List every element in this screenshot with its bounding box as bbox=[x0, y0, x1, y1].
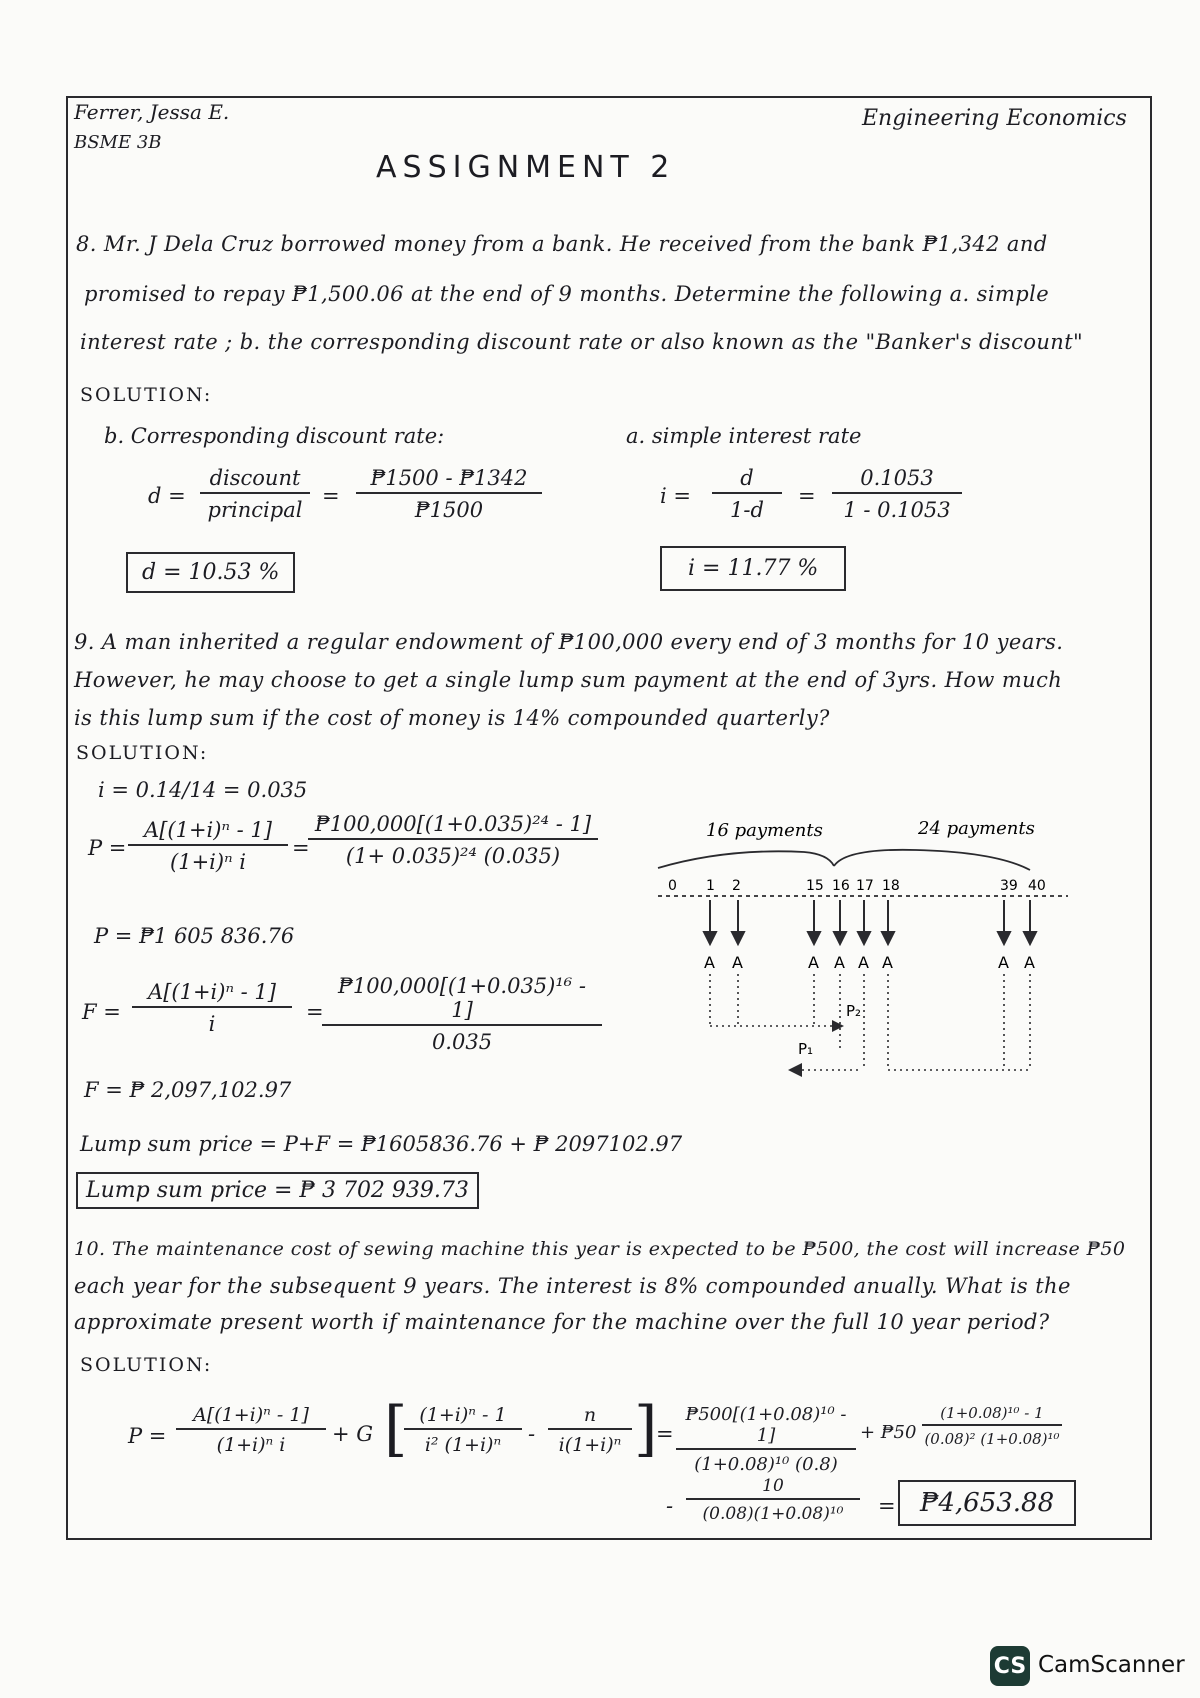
frac-num: A[(1+i)ⁿ - 1] bbox=[132, 980, 292, 1008]
tick-39: 39 bbox=[1000, 878, 1018, 894]
plus-50: + ₱50 bbox=[860, 1422, 917, 1443]
problem8-line1: 8. Mr. J Dela Cruz borrowed money from a bank. He received from the bank ₱1,342 and bbox=[76, 232, 1048, 256]
equals-sign: = bbox=[798, 484, 816, 508]
p-formula-fraction bbox=[128, 818, 288, 874]
frac-den: 0.035 bbox=[431, 1030, 493, 1054]
p1-arrow bbox=[788, 1063, 802, 1077]
frac-num: 10 bbox=[686, 1476, 860, 1500]
problem9-solution-label: SOLUTION: bbox=[76, 742, 209, 764]
substituted-uniform-fraction bbox=[676, 1404, 856, 1475]
frac-den: (1+0.08)¹⁰ (0.8) bbox=[694, 1454, 838, 1475]
plus-g: + G bbox=[332, 1422, 374, 1446]
dotted-guides bbox=[710, 974, 1030, 1070]
problem10-line1: 10. The maintenance cost of sewing machine this year is expected to be ₱500, the cost will increase ₱50 bbox=[74, 1238, 1126, 1260]
camscanner-logo: CS bbox=[990, 1646, 1030, 1686]
f-calc-fraction bbox=[322, 974, 602, 1054]
tick-40: 40 bbox=[1028, 878, 1046, 894]
frac-num: (1+0.08)¹⁰ - 1 bbox=[922, 1404, 1062, 1426]
future-worth-result: F = ₱ 2,097,102.97 bbox=[84, 1078, 292, 1102]
tick-15: 15 bbox=[806, 878, 824, 894]
a-label-39: A bbox=[998, 953, 1009, 972]
brace-24 bbox=[834, 850, 1030, 870]
tick-0: 0 bbox=[668, 878, 677, 894]
frac-den: 1 - 0.1053 bbox=[843, 498, 951, 522]
frac-den: ₱1500 bbox=[414, 498, 484, 522]
i-equals: i = bbox=[660, 484, 691, 508]
frac-den: (0.08)(1+0.08)¹⁰ bbox=[702, 1504, 844, 1524]
p2-label: P₂ bbox=[846, 1002, 862, 1020]
open-bracket: [ bbox=[384, 1394, 408, 1464]
d-over-1-minus-d bbox=[712, 466, 782, 522]
frac-den: (1+ 0.035)²⁴ (0.035) bbox=[345, 844, 561, 868]
payment-arrows bbox=[704, 900, 1036, 944]
frac-den: i(1+i)ⁿ bbox=[558, 1434, 622, 1456]
a-label-16: A bbox=[834, 953, 845, 972]
camscanner-brand: CamScanner bbox=[1038, 1652, 1185, 1678]
equals-sign: = bbox=[878, 1494, 896, 1518]
interest-calc-fraction bbox=[832, 466, 962, 522]
frac-num: ₱100,000[(1+0.035)²⁴ - 1] bbox=[308, 812, 598, 840]
substituted-gradient-fraction bbox=[922, 1404, 1062, 1448]
close-bracket: ] bbox=[634, 1394, 658, 1464]
equals-sign: = bbox=[292, 836, 310, 860]
p-equals: P = bbox=[88, 836, 127, 860]
a-label-1: A bbox=[704, 953, 715, 972]
present-worth-answer: ₱4,653.88 bbox=[898, 1480, 1076, 1526]
minus-sign: - bbox=[666, 1494, 674, 1518]
frac-den: i bbox=[208, 1012, 216, 1036]
problem10-solution-label: SOLUTION: bbox=[80, 1354, 213, 1376]
problem9-line1: 9. A man inherited a regular endowment of ₱100,000 every end of 3 months for 10 years. bbox=[74, 630, 1064, 654]
frac-den: i² (1+i)ⁿ bbox=[424, 1434, 502, 1456]
tick-16: 16 bbox=[832, 878, 850, 894]
student-section: BSME 3B bbox=[74, 132, 162, 153]
problem9-line2: However, he may choose to get a single lump sum payment at the end of 3yrs. How much bbox=[74, 668, 1063, 692]
lump-sum-result: Lump sum price = ₱ 3 702 939.73 bbox=[76, 1172, 479, 1209]
gradient-term1-fraction bbox=[404, 1404, 522, 1456]
lump-sum-line: Lump sum price = P+F = ₱1605836.76 + ₱ 2097102.97 bbox=[80, 1132, 683, 1156]
frac-den: 1-d bbox=[730, 498, 764, 522]
course-name: Engineering Economics bbox=[862, 106, 1127, 131]
frac-num: n bbox=[548, 1404, 632, 1430]
tick-18: 18 bbox=[882, 878, 900, 894]
interest-rate-result: i = 11.77 % bbox=[660, 546, 846, 591]
frac-den: (1+i)ⁿ i bbox=[216, 1434, 286, 1456]
frac-num: ₱100,000[(1+0.035)¹⁶ - 1] bbox=[322, 974, 602, 1026]
f-formula-fraction bbox=[132, 980, 292, 1036]
problem8-line2: promised to repay ₱1,500.06 at the end of 9 months. Determine the following a. simple bbox=[84, 282, 1050, 306]
frac-num: discount bbox=[200, 466, 310, 494]
p-calc-fraction bbox=[308, 812, 598, 868]
frac-num: A[(1+i)ⁿ - 1] bbox=[128, 818, 288, 846]
discount-rate-label: b. Corresponding discount rate: bbox=[104, 424, 445, 448]
p1-label: P₁ bbox=[798, 1040, 814, 1058]
page-title: ASSIGNMENT 2 bbox=[376, 150, 676, 185]
a-label-40: A bbox=[1024, 953, 1035, 972]
problem9-line3: is this lump sum if the cost of money is 14% compounded quarterly? bbox=[74, 706, 830, 730]
a-label-17: A bbox=[858, 953, 869, 972]
uniform-series-fraction bbox=[176, 1404, 326, 1456]
equals-sign: = bbox=[322, 484, 340, 508]
label-24-payments: 24 payments bbox=[918, 818, 1035, 839]
discount-calc-fraction bbox=[356, 466, 542, 522]
a-label-18: A bbox=[882, 953, 893, 972]
gradient-term2-fraction bbox=[548, 1404, 632, 1456]
frac-num: ₱1500 - ₱1342 bbox=[356, 466, 542, 494]
p-equals: P = bbox=[128, 1424, 167, 1448]
p2-arrow bbox=[832, 1020, 844, 1032]
frac-den: (0.08)² (1+0.08)¹⁰ bbox=[924, 1430, 1060, 1448]
equals-sign: = bbox=[306, 1000, 324, 1024]
a-label-15: A bbox=[808, 953, 819, 972]
cash-flow-diagram bbox=[656, 808, 1086, 1098]
tick-labels bbox=[668, 878, 1046, 894]
d-equals: d = bbox=[148, 484, 186, 508]
brace-16 bbox=[658, 851, 834, 868]
tick-1: 1 bbox=[706, 878, 715, 894]
problem10-line3: approximate present worth if maintenance for the machine over the full 10 year period? bbox=[74, 1310, 1050, 1334]
problem8-line3: interest rate ; b. the corresponding discount rate or also known as the "Banker's discount" bbox=[80, 330, 1084, 354]
frac-num: d bbox=[712, 466, 782, 494]
interest-per-period: i = 0.14/14 = 0.035 bbox=[98, 778, 308, 802]
problem10-line2: each year for the subsequent 9 years. The interest is 8% compounded anually. What is the bbox=[74, 1274, 1071, 1298]
frac-num: ₱500[(1+0.08)¹⁰ - 1] bbox=[676, 1404, 856, 1450]
tick-17: 17 bbox=[856, 878, 874, 894]
a-labels bbox=[704, 953, 1035, 972]
frac-den: (1+i)ⁿ i bbox=[170, 850, 246, 874]
discount-rate-result: d = 10.53 % bbox=[126, 552, 295, 593]
simple-interest-label: a. simple interest rate bbox=[626, 424, 862, 448]
equals-sign: = bbox=[656, 1422, 674, 1446]
problem8-solution-label: SOLUTION: bbox=[80, 384, 213, 406]
frac-num: 0.1053 bbox=[832, 466, 962, 494]
tick-2: 2 bbox=[732, 878, 741, 894]
student-name: Ferrer, Jessa E. bbox=[74, 100, 230, 124]
minus-sign: - bbox=[528, 1422, 536, 1446]
a-label-2: A bbox=[732, 953, 743, 972]
f-equals: F = bbox=[82, 1000, 121, 1024]
discount-over-principal bbox=[200, 466, 310, 522]
frac-num: A[(1+i)ⁿ - 1] bbox=[176, 1404, 326, 1430]
substituted-third-fraction bbox=[686, 1476, 860, 1524]
present-worth-result: P = ₱1 605 836.76 bbox=[94, 924, 295, 948]
frac-num: (1+i)ⁿ - 1 bbox=[404, 1404, 522, 1430]
label-16-payments: 16 payments bbox=[706, 820, 823, 841]
frac-den: principal bbox=[207, 498, 303, 522]
